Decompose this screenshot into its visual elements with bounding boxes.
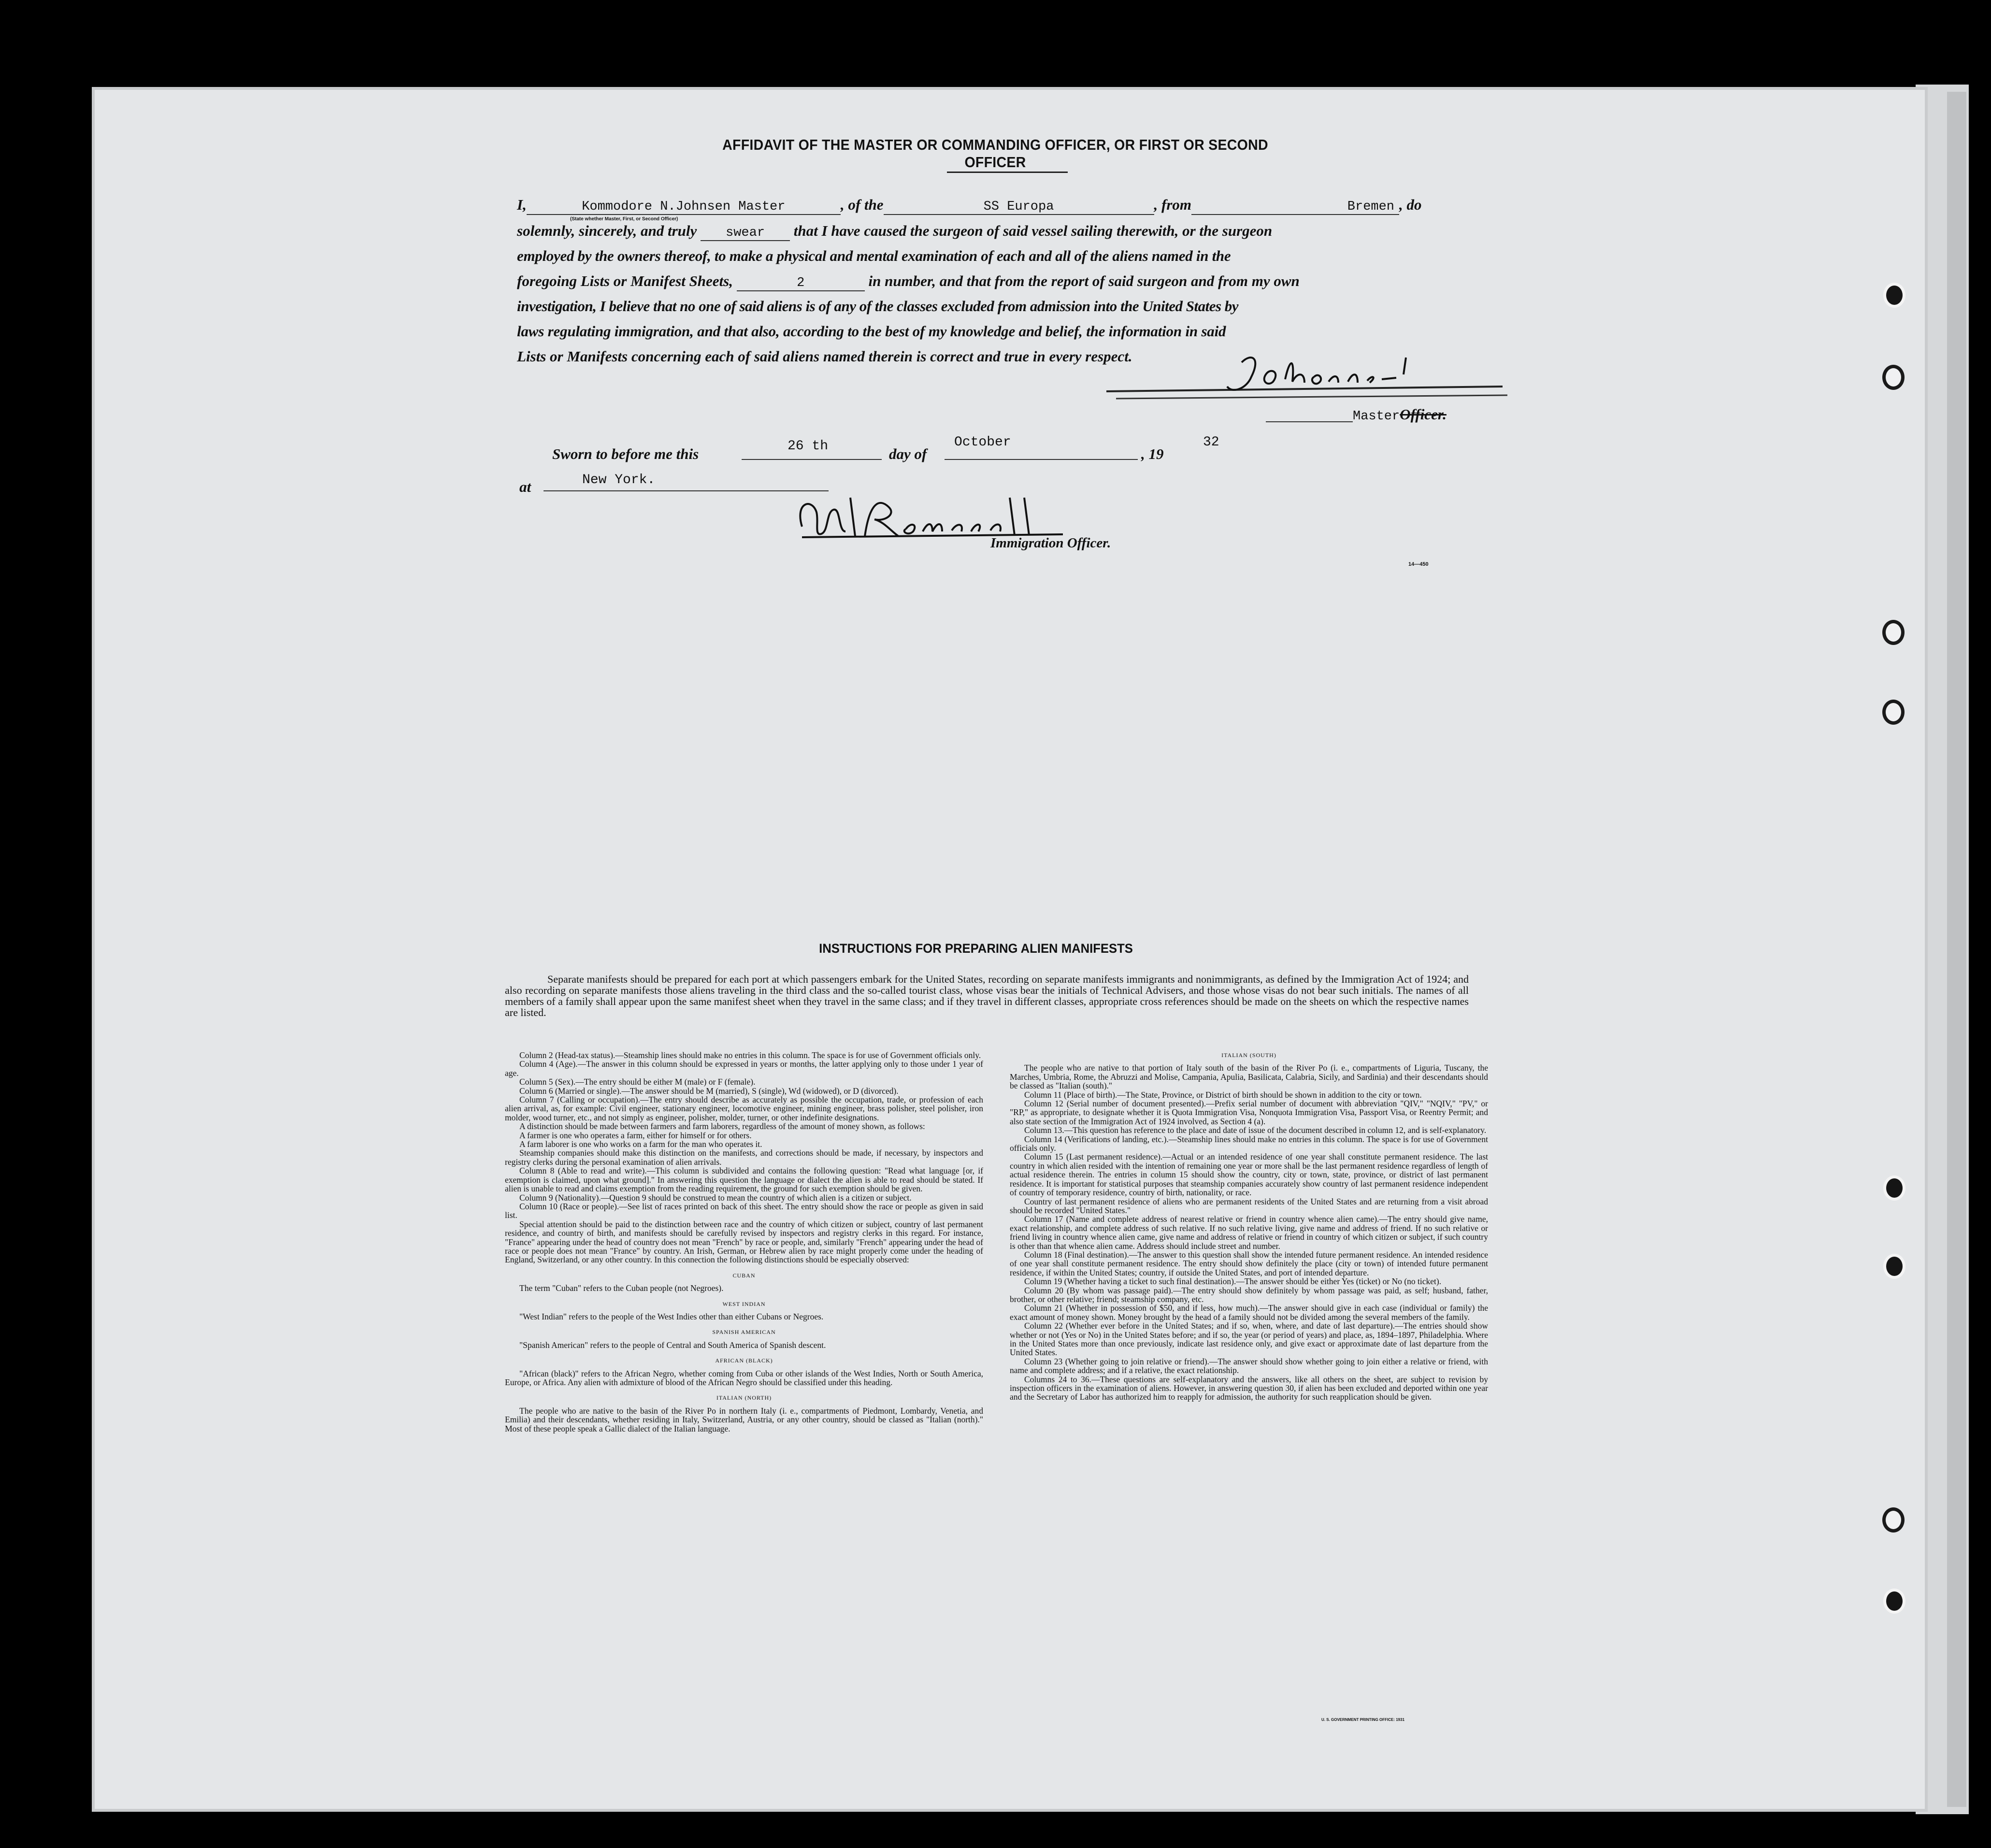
place-line	[544, 490, 829, 491]
affidavit-text: , from	[1154, 196, 1192, 213]
instruction-paragraph: Column 17 (Name and complete address of nearest relative or friend in country whence alien came).—The entry should give name, exact relationship, and complete address of such relative. If no such relative living, give name and address of friend. If no such relative or friend living in country whence alien came, give name and address of relative or friend in country of which citizen or subject, if such country is other than that whence alien came. Address should include street and number.	[1010, 1214, 1488, 1251]
instruction-paragraph: A farmer is one who operates a farm, either for himself or for others.	[519, 1130, 752, 1140]
instruction-paragraph: A farm laborer is one who works on a farm for the man who operates it.	[519, 1139, 762, 1149]
instruction-paragraph: Column 9 (Nationality).—Question 9 should be construed to mean the country of which alien is a citizen or subject.	[519, 1192, 912, 1203]
instructions-title: INSTRUCTIONS FOR PREPARING ALIEN MANIFESTS	[819, 941, 1133, 956]
instruction-paragraph: Country of last permanent residence of aliens who are permanent residents of the United States and are returning from a visit abroad should be recorded "United States."	[1010, 1196, 1488, 1215]
instruction-paragraph: Steamship companies should make this distinction on the manifests, and corrections should be made, if necessary, by inspectors and registry clerks during the personal examination of alien arrivals.	[505, 1148, 983, 1167]
day-line	[742, 459, 882, 460]
at-label: at	[519, 478, 531, 495]
title-rule	[947, 172, 1068, 173]
italian-north-heading: ITALIAN (NORTH)	[716, 1394, 772, 1402]
affidavit-text: , of the	[840, 196, 884, 213]
west-indian-heading: WEST INDIAN	[722, 1300, 766, 1307]
instructions-right-column	[1010, 1051, 1488, 1402]
affidavit-line-6: laws regulating immigration, and that also, according to the best of my knowledge and belief, the information in said	[517, 323, 1226, 340]
binder-hole	[1883, 1589, 1905, 1614]
affidavit-text: , do	[1399, 196, 1422, 213]
italian-south-heading: ITALIAN (SOUTH)	[1221, 1052, 1276, 1059]
sworn-year: 32	[1203, 435, 1219, 450]
binder-hole	[1882, 700, 1905, 725]
instruction-paragraph: The people who are native to that portion of Italy south of the basin of the River Po (i. e., compartments of Liguria, Tuscany, the Marches, Umbria, Rome, the Abruzzi and Molise, Campania, Apulia, Basilicata, Calabria, Sicily, and Sardinia) and their descendants should be classed as "Italian (south)."	[1010, 1063, 1488, 1091]
page-edge-shadow	[1947, 92, 1966, 1807]
binder-hole	[1883, 1254, 1905, 1279]
state-note: (State whether Master, First, or Second Officer)	[570, 216, 678, 222]
affidavit-line-7: Lists or Manifests concerning each of said aliens named therein is correct and true in every respect.	[517, 348, 1132, 365]
cuban-text: The term "Cuban" refers to the Cuban people (not Negroes).	[519, 1283, 724, 1293]
instruction-paragraph: Column 18 (Final destination).—The answer to this question shall show the intended future permanent residence. An intended residence of one year shall constitute permanent residence. The entry should show definitely the place (city or town) of intended future permanent residence, if within the United States; country, if outside the United States, and port of intended departure.	[1010, 1249, 1488, 1277]
instruction-paragraph: Column 11 (Place of birth).—The State, Province, or District of birth should be shown in addition to the city or town.	[1024, 1089, 1422, 1100]
sworn-label: Sworn to before me this	[552, 445, 699, 462]
instruction-paragraph: Column 15 (Last permanent residence).—Actual or an intended residence of one year shall constitute permanent residence. The last country in which alien resided with the intention of remaining one year or more shall be the last permanent residence regardless of length of actual residence therein. The entries in column 15 should show the country, city or town, state, province, or district of last permanent residence. It is important for statistical purposes that steamship companies accurately show country of last permanent residence independent of country of temporary residence, country of birth, nationality, or race.	[1010, 1152, 1488, 1198]
master-signature	[1106, 353, 1507, 413]
instruction-paragraph: Column 14 (Verifications of landing, etc.).—Steamship lines should make no entries in this column. The space is for use of Government officials only.	[1010, 1134, 1488, 1153]
binder-hole	[1882, 620, 1905, 645]
instruction-paragraph: A distinction should be made between farmers and farm laborers, regardless of the amount of money shown, as follows:	[519, 1121, 925, 1132]
italian-north-text: The people who are native to the basin of the River Po in northern Italy (i. e., compartments of Piedmont, Lombardy, Venetia, and Emilia) and their descendants, whether residing in Italy, Switzerland, Austria, or any other country, should be classed as "Italian (north)." Most of these people speak a Gallic dialect of the Italian language.	[505, 1405, 983, 1433]
sheets-count-field: 2	[737, 276, 865, 291]
master-title	[1353, 406, 1447, 424]
port-field: Bremen	[1191, 200, 1399, 215]
affidavit-line-3: employed by the owners thereof, to make a physical and mental examination of each and all of the aliens named in the	[517, 247, 1231, 264]
instruction-paragraph: Column 5 (Sex).—The entry should be either M (male) or F (female).	[519, 1077, 756, 1087]
master-typed: Master	[1353, 409, 1400, 424]
officer-struck: Officer.	[1400, 406, 1447, 423]
immigration-officer-label: Immigration Officer.	[990, 535, 1111, 551]
form-number: 14—450	[1408, 561, 1429, 567]
printer-imprint: U. S. GOVERNMENT PRINTING OFFICE: 1931	[1321, 1718, 1405, 1722]
affidavit-text: that I have caused the surgeon of said vessel sailing therewith, or the surgeon	[793, 222, 1273, 239]
african-heading: AFRICAN (BLACK)	[715, 1357, 773, 1364]
instruction-paragraph: Column 6 (Married or single).—The answer should be M (married), S (single), Wd (widowed), or D (divorced).	[519, 1086, 899, 1096]
binder-hole	[1883, 1175, 1905, 1201]
instruction-paragraph: Column 2 (Head-tax status).—Steamship lines should make no entries in this column. The space is for use of Government officials only.	[519, 1050, 981, 1060]
instruction-paragraph: Column 12 (Serial number of document presented).—Prefix serial number of document with abbreviation "QIV," "NQIV," "PV," or "RP," as appropriate, to designate whether it is Quota Immigration Visa, Nonquota Immigration Visa, Passport Visa, or Reentry Permit; and also state section of the Immigration Act of 1924 involved, as Section 4 (a).	[1010, 1099, 1488, 1126]
year-prefix: , 19	[1141, 445, 1164, 462]
instructions-intro: Separate manifests should be prepared for each port at which passengers embark for the United States, recording on separate manifests immigrants and nonimmigrants, as defined by the Immigration Act of 1924; and also recording on separate manifests those aliens traveling in the third class and the so-called tourist class, whose visas bear the initials of Technical Advisers, and those whose visas do not bear such initials. The names of all members of a family shall appear upon the same manifest sheet when they travel in the same class; and if they travel in different classes, appropriate cross references should be made on the sheets on which the respective names are listed.	[505, 973, 1469, 1018]
cuban-heading: CUBAN	[732, 1272, 756, 1279]
instruction-paragraph: Column 4 (Age).—The answer in this column should be expressed in years or months, the latter applying only to those under 1 year of age.	[505, 1059, 983, 1078]
affidavit-line-4	[517, 271, 1464, 292]
spanish-american-text: "Spanish American" refers to the people of Central and South America of Spanish descent.	[519, 1340, 826, 1350]
instruction-paragraph: Column 13.—This question has reference to the place and date of issue of the document described in column 12, and is self-explanatory.	[1024, 1125, 1487, 1135]
affidavit-text: solemnly, sincerely, and truly	[517, 222, 697, 239]
affidavit-title: AFFIDAVIT OF THE MASTER OR COMMANDING OFFICER, OR FIRST OR SECOND OFFICER	[722, 136, 1268, 171]
instruction-paragraph: Columns 24 to 36.—These questions are self-explanatory and the answers, like all others on the sheet, are subject to revision by inspection officers in the examination of aliens. However, in answering question 30, if alien has been excluded and deported within one year and the Secretary of Labor has authorized him to reapply for admission, the authority for such reapplication should be given.	[1010, 1374, 1488, 1402]
sworn-day: 26 th	[788, 439, 829, 454]
month-line	[945, 459, 1138, 460]
affidavit-text: I,	[517, 196, 527, 213]
instruction-paragraph: Column 22 (Whether ever before in the United States; and if so, when, where, and date of last departure).—The entries should show whether or not (Yes or No) in the United States before; and if so, the year (or period of years) and place, as, 1894–1897, Philadelphia. Where in the United States more than once previously, indicate last residence only, and give exact or approximate date of last departure from the United States.	[1010, 1321, 1488, 1358]
sworn-month: October	[954, 435, 1011, 450]
oath-field: swear	[701, 226, 790, 241]
instruction-paragraph: Column 21 (Whether in possession of $50, and if less, how much).—The answer should give in each case (individual or family) the exact amount of money shown. Money brought by the head of a family should not be divided among the several members of the family.	[1010, 1303, 1488, 1322]
affidavit-line-1	[517, 194, 1464, 215]
officer-name-field: Kommodore N.Johnsen Master	[527, 200, 841, 215]
spanish-american-heading: SPANISH AMERICAN	[712, 1329, 776, 1336]
binder-hole	[1883, 283, 1905, 308]
instruction-paragraph: Column 10 (Race or people).—See list of races printed on back of this sheet. The entry should show the race or people as given in said list.	[505, 1201, 983, 1220]
master-signature-line	[1266, 421, 1353, 422]
west-indian-text: "West Indian" refers to the people of the West Indies other than either Cubans or Negroes.	[519, 1311, 824, 1321]
affidavit-text: in number, and that from the report of said surgeon and from my own	[868, 272, 1300, 289]
affidavit-line-5: investigation, I believe that no one of said aliens is of any of the classes excluded from admission into the United States by	[517, 298, 1239, 315]
affidavit-text: foregoing Lists or Manifest Sheets,	[517, 272, 733, 289]
instruction-paragraph: Column 20 (By whom was passage paid).—The entry should show definitely by whom passage was paid, as self; husband, father, brother, or other relative; friend; steamship company, etc.	[1010, 1285, 1488, 1304]
instruction-paragraph: Special attention should be paid to the distinction between race and the country of which citizen or subject, country of last permanent residence, and country of birth, and manifests should be carefully revised by inspectors and registry clerks in this regard. For instance, "France" appearing under the head of country does not mean "French" by race or people, and, similarly "French" appearing under the head of race or people does not mean "France" by country. An Irish, German, or Hebrew alien by race might properly come under the heading of England, Switzerland, or any other country. In this connection the following distinctions should be especially observed:	[505, 1219, 983, 1265]
binder-hole	[1882, 1507, 1905, 1533]
sworn-place: New York.	[582, 473, 656, 487]
instruction-paragraph: Column 23 (Whether going to join relative or friend).—The answer should show whether going to join either a relative or friend, with name and complete address; and if a relative, the exact relationship.	[1010, 1356, 1488, 1375]
instruction-paragraph: Column 7 (Calling or occupation).—The entry should describe as accurately as possible the occupation, trade, or profession of each alien arrival, as, for example: Civil engineer, stationary engineer, locomotive engineer, mining engineer, brass polisher, steel polisher, iron molder, wood turner, etc., and not simply as engineer, polisher, molder, turner, or other indefinite designations.	[505, 1095, 983, 1122]
instructions-left-column	[505, 1051, 983, 1433]
binder-hole	[1882, 365, 1905, 390]
african-text: "African (black)" refers to the African Negro, whether coming from Cuba or other islands of the West Indies, North or South America, Europe, or Africa. Any alien with admixture of blood of the African Negro should be classified under this heading.	[505, 1368, 983, 1387]
instruction-paragraph: Column 8 (Able to read and write).—This column is subdivided and contains the following question: "Read what language [or, if exemption is claimed, upon what ground]." In answering this question the language or dialect the alien is able to read should be stated. If alien is unable to read and claims exemption from the reading requirement, the ground for such exemption should be given.	[505, 1166, 983, 1194]
instruction-paragraph: Column 19 (Whether having a ticket to such final destination).—The answer should be either Yes (ticket) or No (no ticket).	[1024, 1276, 1442, 1287]
vessel-field: SS Europa	[884, 200, 1154, 215]
day-of-label: day of	[889, 445, 927, 462]
affidavit-line-2	[517, 220, 1464, 242]
